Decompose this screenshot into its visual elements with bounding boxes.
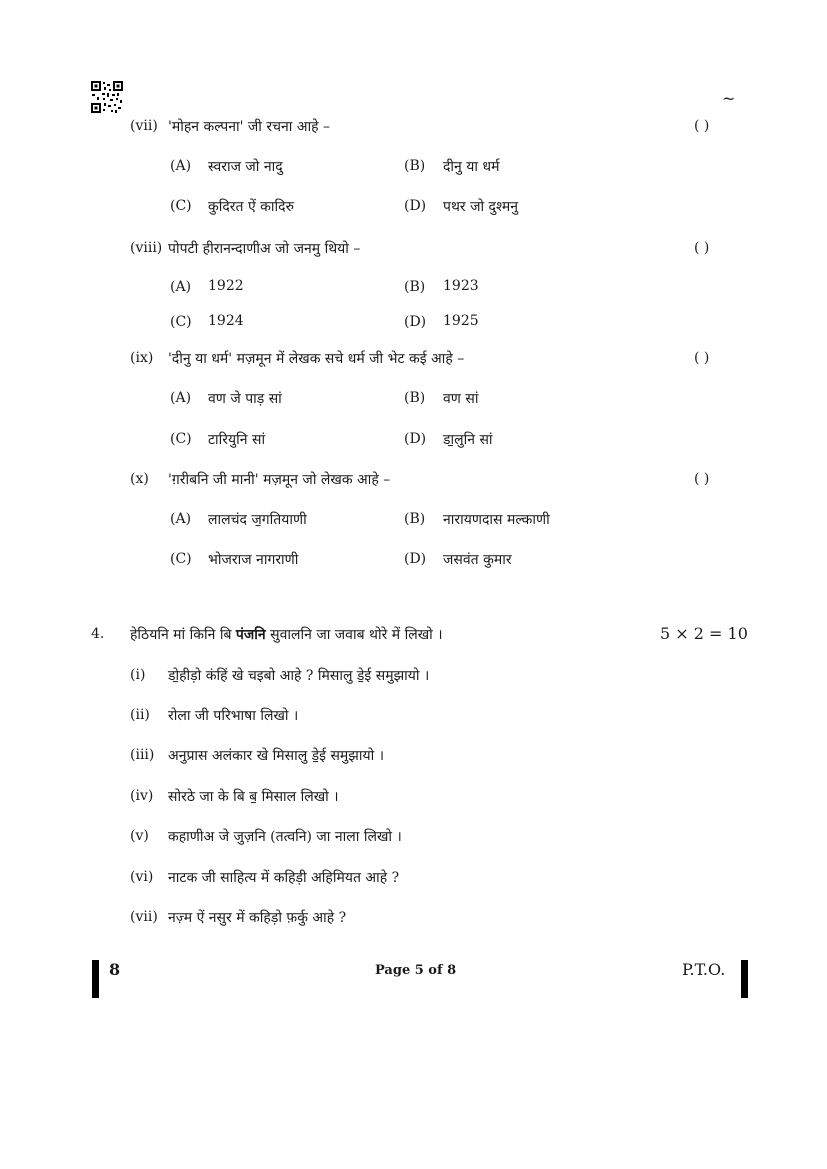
option-label: (B) [404, 511, 426, 527]
option-label: (A) [170, 511, 192, 527]
option-label: (B) [404, 279, 426, 295]
option-label: (D) [404, 431, 427, 447]
option-label: (C) [170, 314, 192, 330]
sub-question-text: अनुप्रास अलंकार खे मिसालु डे॒ई समुझायो । [168, 748, 385, 764]
answer-blank[interactable]: ( ) [694, 240, 710, 256]
sub-question-number: (i) [130, 667, 146, 683]
option-text[interactable]: स्वराज जो नादु [208, 159, 283, 175]
question-number: (x) [130, 471, 149, 487]
question-number: 4. [91, 626, 105, 642]
option-label: (C) [170, 198, 192, 214]
option-text[interactable]: डा॒लुनि सां [443, 432, 493, 448]
option-text[interactable]: 1925 [443, 313, 479, 329]
option-label: (D) [404, 198, 427, 214]
sub-question-number: (iii) [130, 747, 155, 763]
footer-code: 8 [109, 960, 121, 979]
option-text[interactable]: जसवंत कुमार [443, 552, 512, 568]
page-tilde: ~ [722, 89, 736, 108]
option-label: (B) [404, 390, 426, 406]
sub-question-number: (ii) [130, 707, 150, 723]
option-text[interactable]: वण जे पाड़ सां [208, 391, 282, 407]
sub-question-number: (iv) [130, 788, 154, 804]
sub-question-text: सोरठे जा के बि ब॒ मिसाल लिखो । [168, 789, 339, 805]
question-number: (viii) [130, 240, 163, 256]
qr-code-icon [91, 81, 123, 113]
option-label: (D) [404, 314, 427, 330]
sub-question-text: नज़्म ऐं नसुर में कहिड़ो फ़र्कु आहे ? [168, 910, 347, 926]
answer-blank[interactable]: ( ) [694, 471, 710, 487]
question-text: 'मोहन कल्पना' जी रचना आहे – [168, 119, 331, 135]
option-label: (C) [170, 431, 192, 447]
option-text[interactable]: लालचंद ज॒गतियाणी [208, 512, 307, 528]
question-instruction [130, 625, 443, 644]
question-text: 'दीनु या धर्म' मज़मून में लेखक सचे धर्म जी भेट कई आहे – [168, 351, 465, 367]
answer-blank[interactable]: ( ) [694, 350, 710, 366]
sub-question-number: (vii) [130, 909, 158, 925]
instruction-text: हेठियनि मां किनि बि [130, 627, 236, 643]
option-label: (A) [170, 279, 192, 295]
option-label: (A) [170, 158, 192, 174]
page-number: Page 5 of 8 [375, 963, 457, 978]
question-text: 'ग़रीबनि जी मानी' मज़मून जो लेखक आहे – [168, 472, 391, 488]
option-label: (C) [170, 551, 192, 567]
answer-blank[interactable]: ( ) [694, 118, 710, 134]
footer-right-bar [741, 960, 748, 998]
option-label: (A) [170, 390, 192, 406]
option-text[interactable]: नारायणदास मल्काणी [443, 512, 550, 528]
question-number: (ix) [130, 350, 154, 366]
option-text[interactable]: भोजराज नागराणी [208, 552, 299, 568]
option-text[interactable]: 1923 [443, 278, 479, 294]
sub-question-number: (v) [130, 828, 149, 844]
option-text[interactable]: 1922 [208, 278, 244, 294]
option-text[interactable]: टारियुनि सां [208, 432, 266, 448]
option-text[interactable]: 1924 [208, 313, 244, 329]
option-text[interactable]: कुदिरत ऐं कादिरु [208, 199, 294, 215]
sub-question-text: कहाणीअ जे जुज़नि (तत्वनि) जा नाला लिखो । [168, 829, 402, 845]
sub-question-text: रोला जी परिभाषा लिखो । [168, 708, 299, 724]
sub-question-number: (vi) [130, 869, 154, 885]
question-number: (vii) [130, 118, 158, 134]
option-label: (B) [404, 158, 426, 174]
marks-allocation: 5 × 2 = 10 [660, 624, 748, 643]
instruction-emphasis: पंजनि [235, 627, 266, 643]
option-label: (D) [404, 551, 427, 567]
question-text: पोपटी हीरानन्दाणीअ जो जनमु थियो – [168, 241, 361, 257]
footer-pto: P.T.O. [682, 960, 726, 979]
sub-question-text: डो॒हीड़ो कंहिं खे चइबो आहे ? मिसालु डे॒ई समुझायो । [168, 668, 430, 684]
option-text[interactable]: पथर जो दुश्मनु [443, 199, 519, 215]
option-text[interactable]: वण सां [443, 391, 479, 407]
instruction-text: सुवालनि जा जवाब थोरे में लिखो । [265, 627, 443, 643]
option-text[interactable]: दीनु या धर्म [443, 159, 500, 175]
sub-question-text: नाटक जी साहित्य में कहिड़ी अहिमियत आहे ? [168, 870, 400, 886]
footer-left-bar [92, 960, 99, 998]
